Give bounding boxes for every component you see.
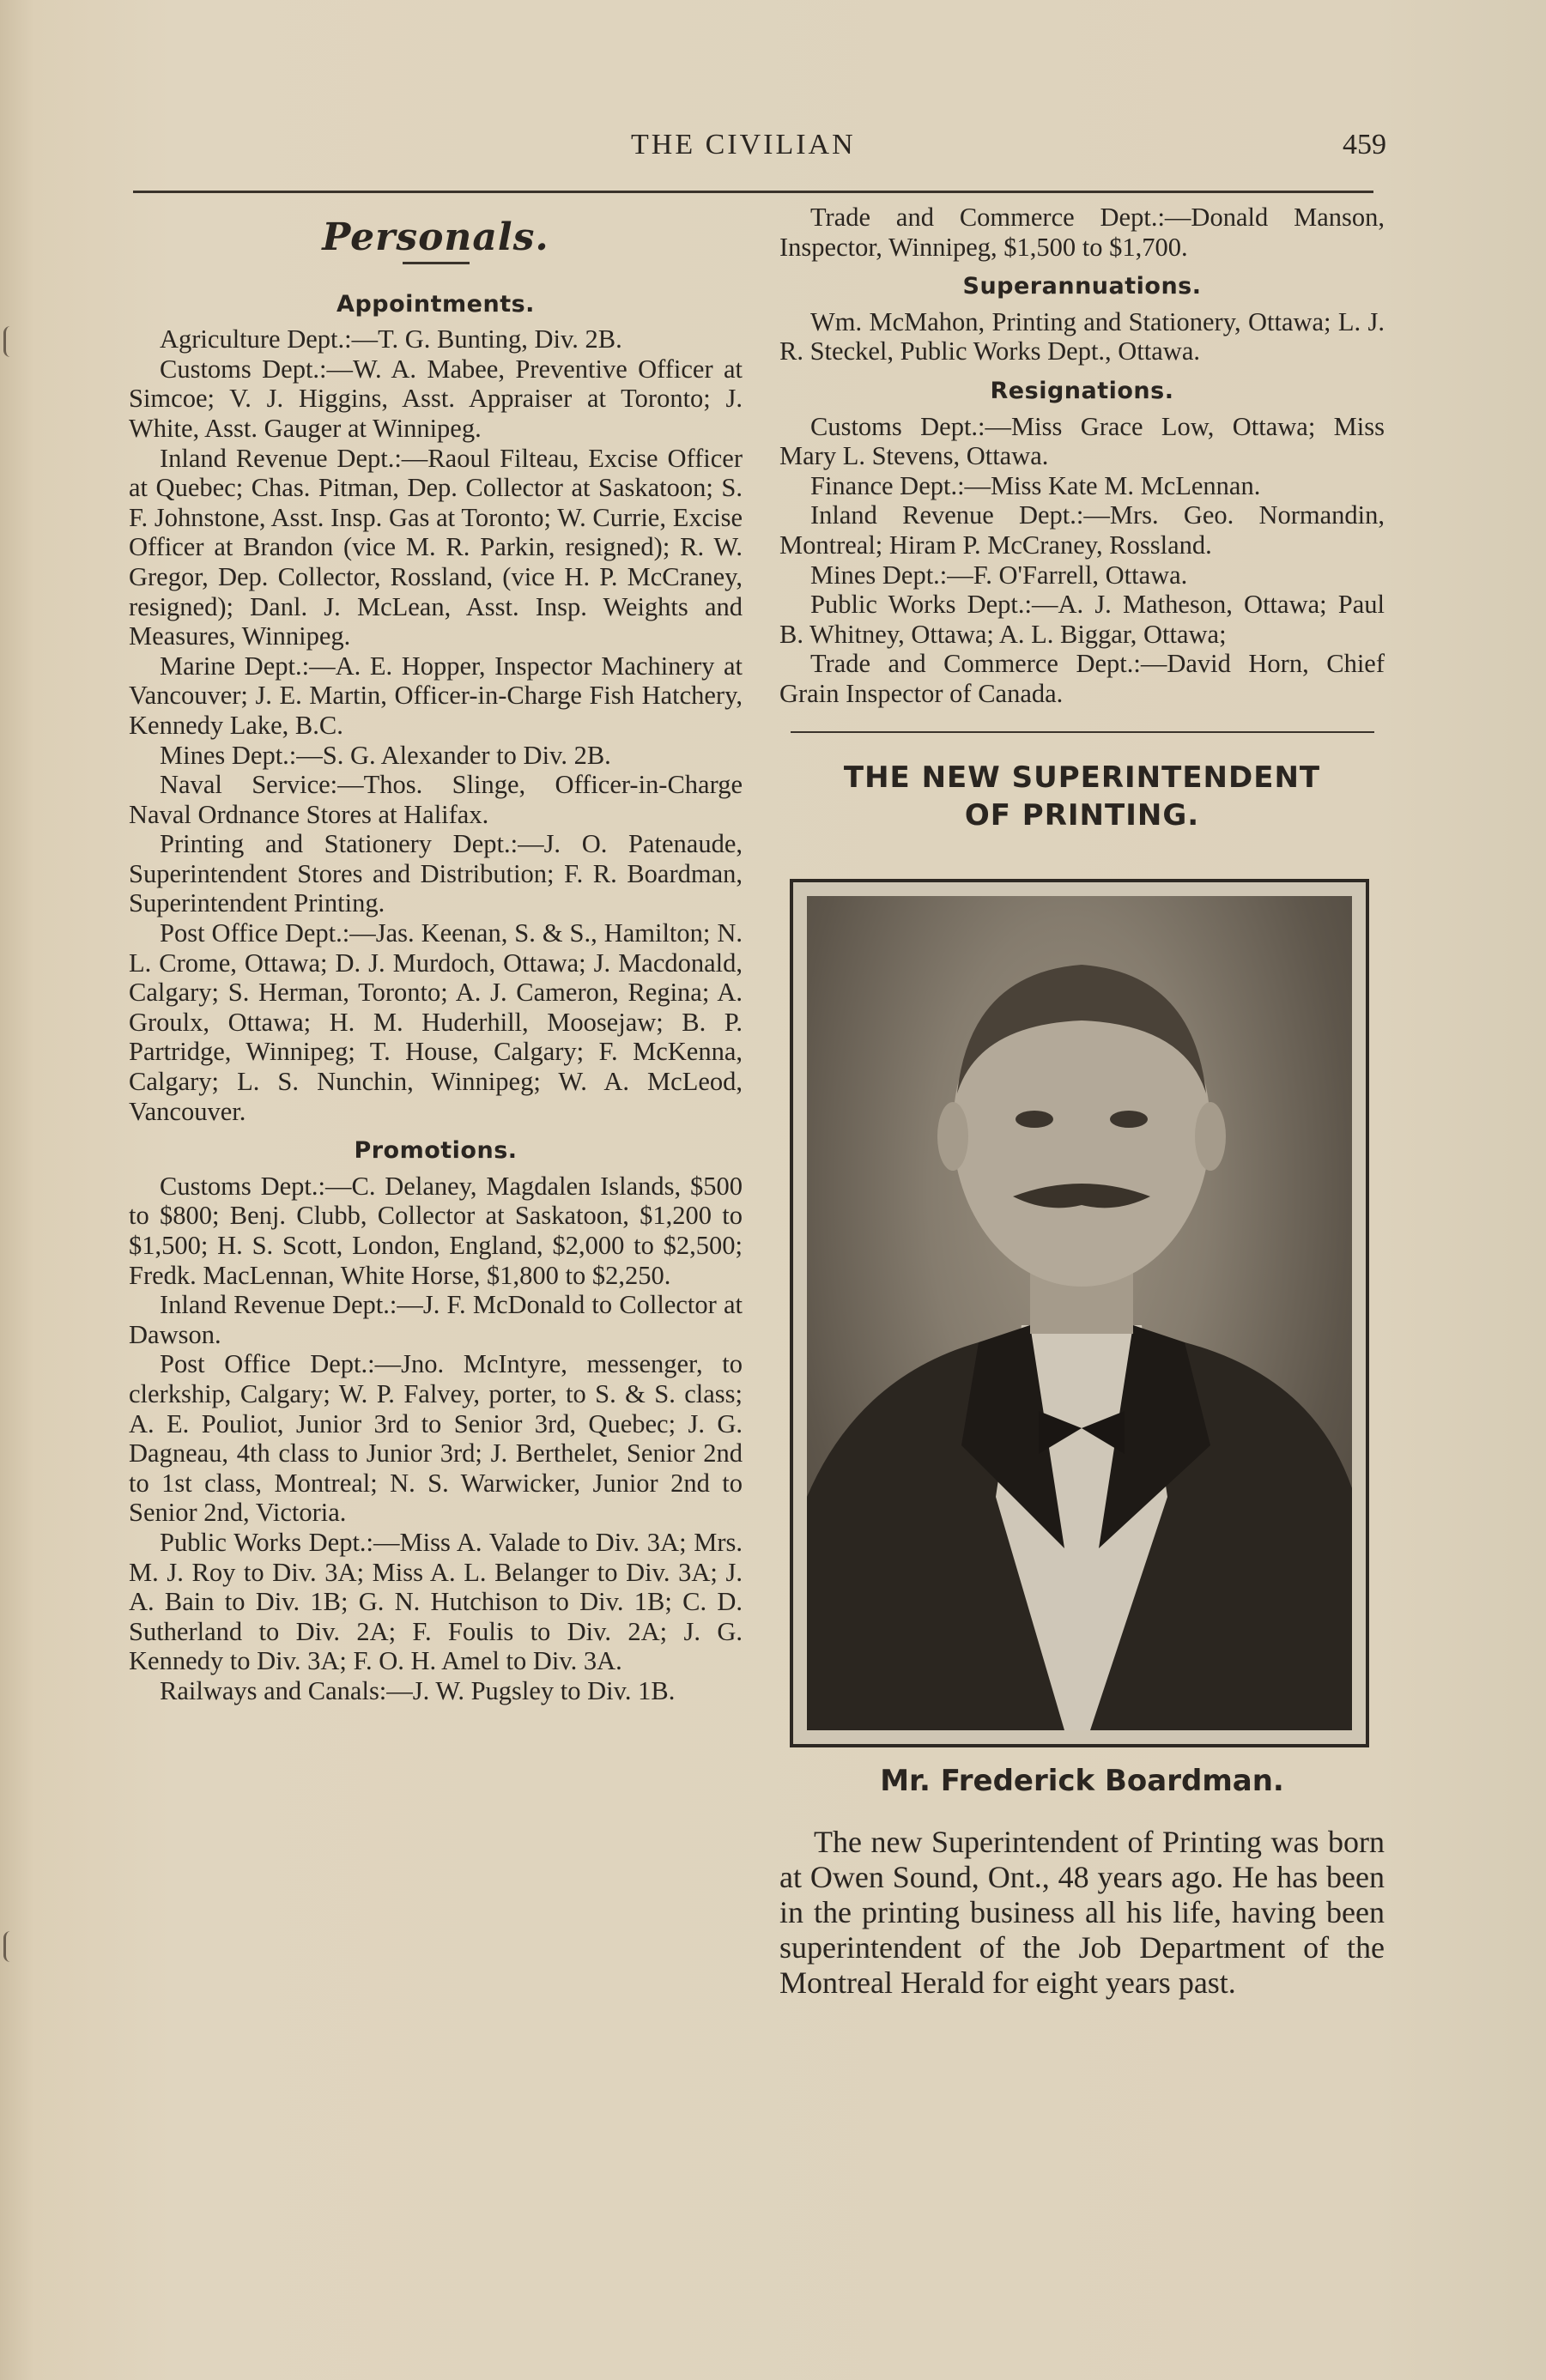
spine-mark [3, 1931, 18, 1962]
list-item: Inland Revenue Dept.:—Raoul Filteau, Excise Officer at Quebec; Chas. Pitman, Dep. Collector at Saskatoon; S. F. Johnstone, Asst. Insp. Gas at Toronto; W. Currie, Excise Officer at Brandon (vice M. R. Parkin, resigned); R. W. Gregor, Dep. Collector, Rossland, (vice H. P. McCraney, resigned); Danl. J. McLean, Asst. Insp. Weights and Measures, Winnipeg. [129, 443, 743, 651]
title-rule [403, 262, 470, 264]
list-item: Marine Dept.:—A. E. Hopper, Inspector Machinery at Vancouver; J. E. Martin, Officer-in-Charge Fish Hatchery, Kennedy Lake, B.C. [129, 651, 743, 740]
left-column [129, 203, 743, 1706]
section-title: Personals. [322, 215, 549, 259]
page-header [133, 129, 1386, 172]
photo-caption: Mr. Frederick Boardman. [880, 1763, 1284, 1798]
article-title-line2: OF PRINTING. [964, 797, 1200, 833]
list-item: Printing and Stationery Dept.:—J. O. Patenaude, Superintendent Stores and Distribution; F. R. Boardman, Superintendent Printing. [129, 829, 743, 918]
article-body: The new Superintendent of Printing was born at Owen Sound, Ont., 48 years ago. He has been in the printing business all his life, having been superintendent of the Job Department of the Montreal Herald for eight years past. [779, 1825, 1385, 2001]
list-item: Inland Revenue Dept.:—J. F. McDonald to Collector at Dawson. [129, 1290, 743, 1349]
portrait-illustration [807, 896, 1352, 1730]
promotions-heading: Promotions. [354, 1137, 518, 1165]
section-divider [791, 731, 1374, 733]
list-item: Mines Dept.:—S. G. Alexander to Div. 2B. [160, 740, 611, 770]
list-item: Naval Service:—Thos. Slinge, Officer-in-Charge Naval Ordnance Stores at Halifax. [129, 770, 743, 829]
list-item: Post Office Dept.:—Jas. Keenan, S. & S., Hamilton; N. L. Crome, Ottawa; D. J. Murdoch, Ottawa; J. Macdonald, Calgary; S. Herman, Toronto; A. J. Cameron, Regina; A. Groulx, Ottawa; H. M. Huderhill, Moosejaw; B. P. Partridge, Winnipeg; T. House, Calgary; F. McKenna, Calgary; L. S. Nunchin, Winnipeg; W. A. McLeod, Vancouver. [129, 918, 743, 1126]
running-title: THE CIVILIAN [631, 129, 856, 160]
list-item: Trade and Commerce Dept.:—Donald Manson, Inspector, Winnipeg, $1,500 to $1,700. [779, 203, 1385, 262]
portrait-photo [807, 896, 1352, 1730]
list-item: Finance Dept.:—Miss Kate M. McLennan. [810, 470, 1261, 500]
right-column [779, 203, 1385, 2001]
list-item: Customs Dept.:—W. A. Mabee, Preventive Officer at Simcoe; V. J. Higgins, Asst. Appraiser at Toronto; J. White, Asst. Gauger at Winnipeg. [129, 354, 743, 443]
appointments-heading: Appointments. [336, 290, 535, 318]
header-rule [133, 191, 1373, 193]
list-item: Inland Revenue Dept.:—Mrs. Geo. Normandin, Montreal; Hiram P. McCraney, Rossland. [779, 500, 1385, 560]
list-item: Trade and Commerce Dept.:—David Horn, Chief Grain Inspector of Canada. [779, 649, 1385, 708]
list-item: Mines Dept.:—F. O'Farrell, Ottawa. [810, 560, 1188, 590]
portrait-frame [790, 879, 1369, 1747]
list-item: Public Works Dept.:—Miss A. Valade to Div. 3A; Mrs. M. J. Roy to Div. 3A; Miss A. L. Belanger to Div. 3A; J. A. Bain to Div. 1B; G. N. Hutchison to Div. 1B; C. D. Sutherland to Div. 2A; F. Foulis to Div. 2A; J. G. Kennedy to Div. 3A; F. O. H. Amel to Div. 3A. [129, 1527, 743, 1676]
list-item: Agriculture Dept.:—T. G. Bunting, Div. 2B. [160, 324, 622, 354]
resignations-heading: Resignations. [990, 377, 1174, 404]
superannuations-heading: Superannuations. [962, 273, 1202, 300]
article-body-block [779, 1825, 1385, 2001]
page-number: 459 [1343, 129, 1386, 160]
list-item: Railways and Canals:—J. W. Pugsley to Div. 1B. [160, 1675, 676, 1705]
list-item: Wm. McMahon, Printing and Stationery, Ottawa; L. J. R. Steckel, Public Works Dept., Ottawa. [779, 306, 1385, 366]
article-title: THE NEW SUPERINTENDENT [843, 760, 1321, 795]
spine-mark [3, 326, 18, 357]
list-item: Customs Dept.:—C. Delaney, Magdalen Islands, $500 to $800; Benj. Clubb, Collector at Saskatoon, $1,200 to $1,500; H. S. Scott, London, England, $2,000 to $2,500; Fredk. MacLennan, White Horse, $1,800 to $2,250. [129, 1171, 743, 1290]
list-item: Customs Dept.:—Miss Grace Low, Ottawa; Miss Mary L. Stevens, Ottawa. [779, 411, 1385, 471]
list-item: Post Office Dept.:—Jno. McIntyre, messenger, to clerkship, Calgary; W. P. Falvey, porter, to S. & S. class; A. E. Pouliot, Junior 3rd to Senior 3rd, Quebec; J. G. Dagneau, 4th class to Junior 3rd; J. Berthelet, Senior 2nd to 1st class, Montreal; N. S. Warwicker, Junior 2nd to Senior 2nd, Victoria. [129, 1349, 743, 1528]
list-item: Public Works Dept.:—A. J. Matheson, Ottawa; Paul B. Whitney, Ottawa; A. L. Biggar, Ottawa; [779, 590, 1385, 649]
